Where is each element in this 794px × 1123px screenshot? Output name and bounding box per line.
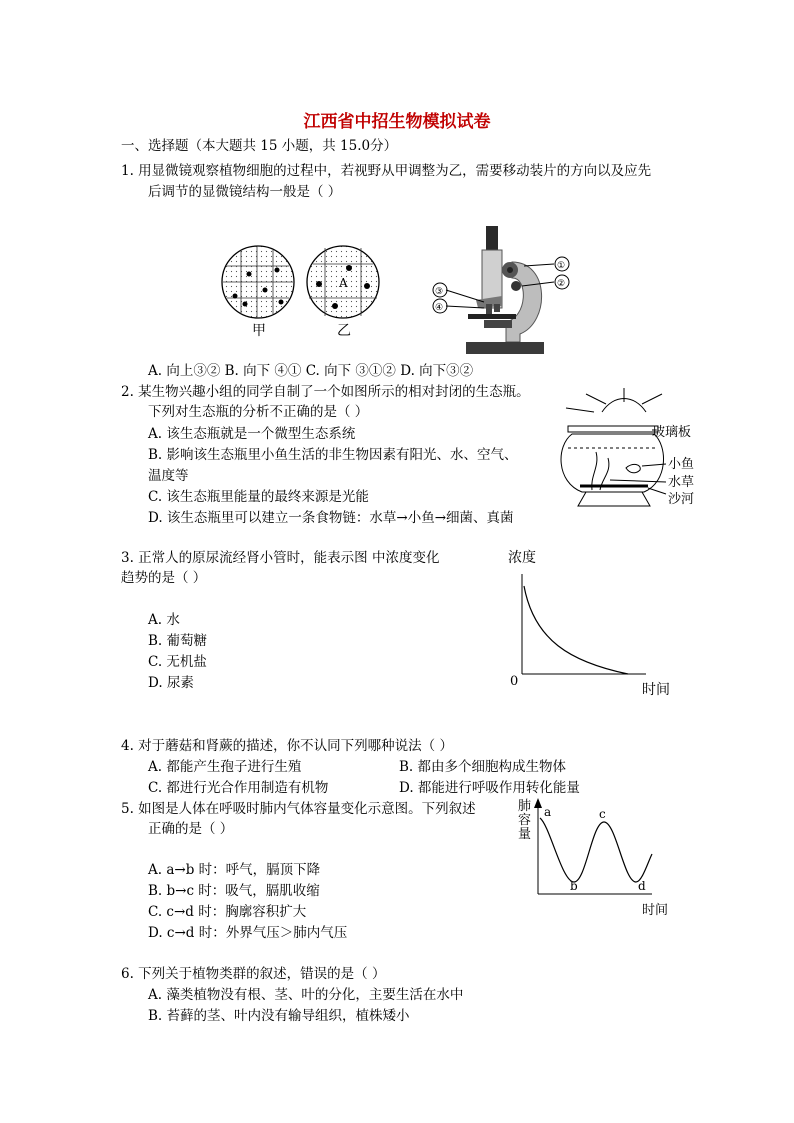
label-4: ④ [435, 303, 444, 313]
q5-stem-line1: 5. 如图是人体在呼吸时肺内气体容量变化示意图。下列叙述 [121, 801, 476, 817]
q6-stem: 6. 下列关于植物类群的叙述，错误的是（ ） [121, 966, 386, 982]
cell-letter-a: A [339, 276, 348, 290]
q1-options: A. 向上③② B. 向下 ④① C. 向下 ③①② D. 向下③② [148, 363, 474, 379]
q2-option-b-line2: 温度等 [148, 468, 189, 484]
q3-option-b: B. 葡萄糖 [148, 633, 208, 649]
q2-stem-line2: 下列对生态瓶的分析不正确的是（ ） [148, 404, 369, 420]
q1-cell-views-figure [215, 240, 385, 340]
microscope-figure [428, 222, 588, 357]
graph-ylabel: 浓度 [508, 550, 536, 566]
label-water-weed: 水草 [668, 475, 695, 490]
q3-option-d: D. 尿素 [148, 675, 194, 691]
lung-ylabel-3: 量 [518, 827, 532, 842]
label-glass-plate: 玻璃板 [652, 425, 692, 440]
label-3: ③ [435, 287, 444, 297]
q3-option-c: C. 无机盐 [148, 654, 207, 670]
q3-stem-line1: 3. 正常人的原尿流经肾小管时，能表示图 中浓度变化 [121, 550, 440, 566]
q1-stem-line1: 1. 用显微镜观察植物细胞的过程中，若视野从甲调整为乙，需要移动装片的方向以及应先 [121, 163, 652, 179]
graph-xlabel: 时间 [642, 682, 670, 698]
view-jia [222, 246, 294, 318]
label-sand: 沙河 [668, 492, 695, 507]
label-small-fish: 小鱼 [668, 457, 695, 472]
q6-option-b: B. 苔藓的茎、叶内没有输导组织，植株矮小 [148, 1008, 410, 1024]
q3-option-a: A. 水 [148, 612, 180, 628]
q3-stem-line2: 趋势的是（ ） [121, 570, 207, 586]
q5-option-b: B. b→c 时：吸气，膈肌收缩 [148, 883, 320, 899]
point-c: c [599, 807, 606, 821]
label-jia: 甲 [252, 323, 266, 339]
q4-option-b: B. 都由多个细胞构成生物体 [399, 759, 567, 775]
page-title: 江西省中招生物模拟试卷 [303, 112, 491, 132]
section-heading: 一、选择题（本大题共 15 小题，共 15.0分） [121, 138, 398, 154]
q5-option-c: C. c→d 时：胸廓容积扩大 [148, 904, 307, 920]
q4-option-a: A. 都能产生孢子进行生殖 [148, 759, 302, 775]
label-2: ② [557, 279, 566, 289]
ecosystem-bottle-figure [556, 386, 716, 514]
q1-stem-line2: 后调节的显微镜结构一般是（ ） [148, 184, 342, 200]
q5-option-a: A. a→b 时：呼气，膈顶下降 [148, 862, 321, 878]
q2-option-a: A. 该生态瓶就是一个微型生态系统 [148, 426, 356, 442]
point-d: d [638, 879, 646, 893]
q2-option-b-line1: B. 影响该生态瓶里小鱼生活的非生物因素有阳光、水、空气、 [148, 447, 518, 463]
q6-option-a: A. 藻类植物没有根、茎、叶的分化，主要生活在水中 [148, 987, 464, 1003]
q4-option-d: D. 都能进行呼吸作用转化能量 [399, 780, 580, 796]
graph-origin: 0 [510, 674, 519, 689]
label-yi: 乙 [337, 323, 351, 339]
lung-volume-graph [512, 796, 682, 920]
q2-option-c: C. 该生态瓶里能量的最终来源是光能 [148, 489, 369, 505]
q4-option-c: C. 都进行光合作用制造有机物 [148, 780, 329, 796]
q5-stem-line2: 正确的是（ ） [148, 821, 234, 837]
q5-option-d: D. c→d 时：外界气压＞肺内气压 [148, 925, 348, 941]
point-b: b [570, 879, 578, 893]
lung-ylabel-1: 肺 [518, 799, 532, 814]
q4-stem: 4. 对于蘑菇和肾蕨的描述，你不认同下列哪种说法（ ） [121, 738, 453, 754]
q2-stem-line1: 2. 某生物兴趣小组的同学自制了一个如图所示的相对封闭的生态瓶。 [121, 384, 530, 400]
q2-option-d: D. 该生态瓶里可以建立一条食物链：水草→小鱼→细菌、真菌 [148, 510, 514, 526]
lung-ylabel-2: 容 [518, 813, 532, 828]
point-a: a [544, 805, 552, 819]
concentration-graph [500, 544, 680, 700]
lung-xlabel: 时间 [642, 903, 669, 918]
label-1: ① [557, 261, 566, 271]
